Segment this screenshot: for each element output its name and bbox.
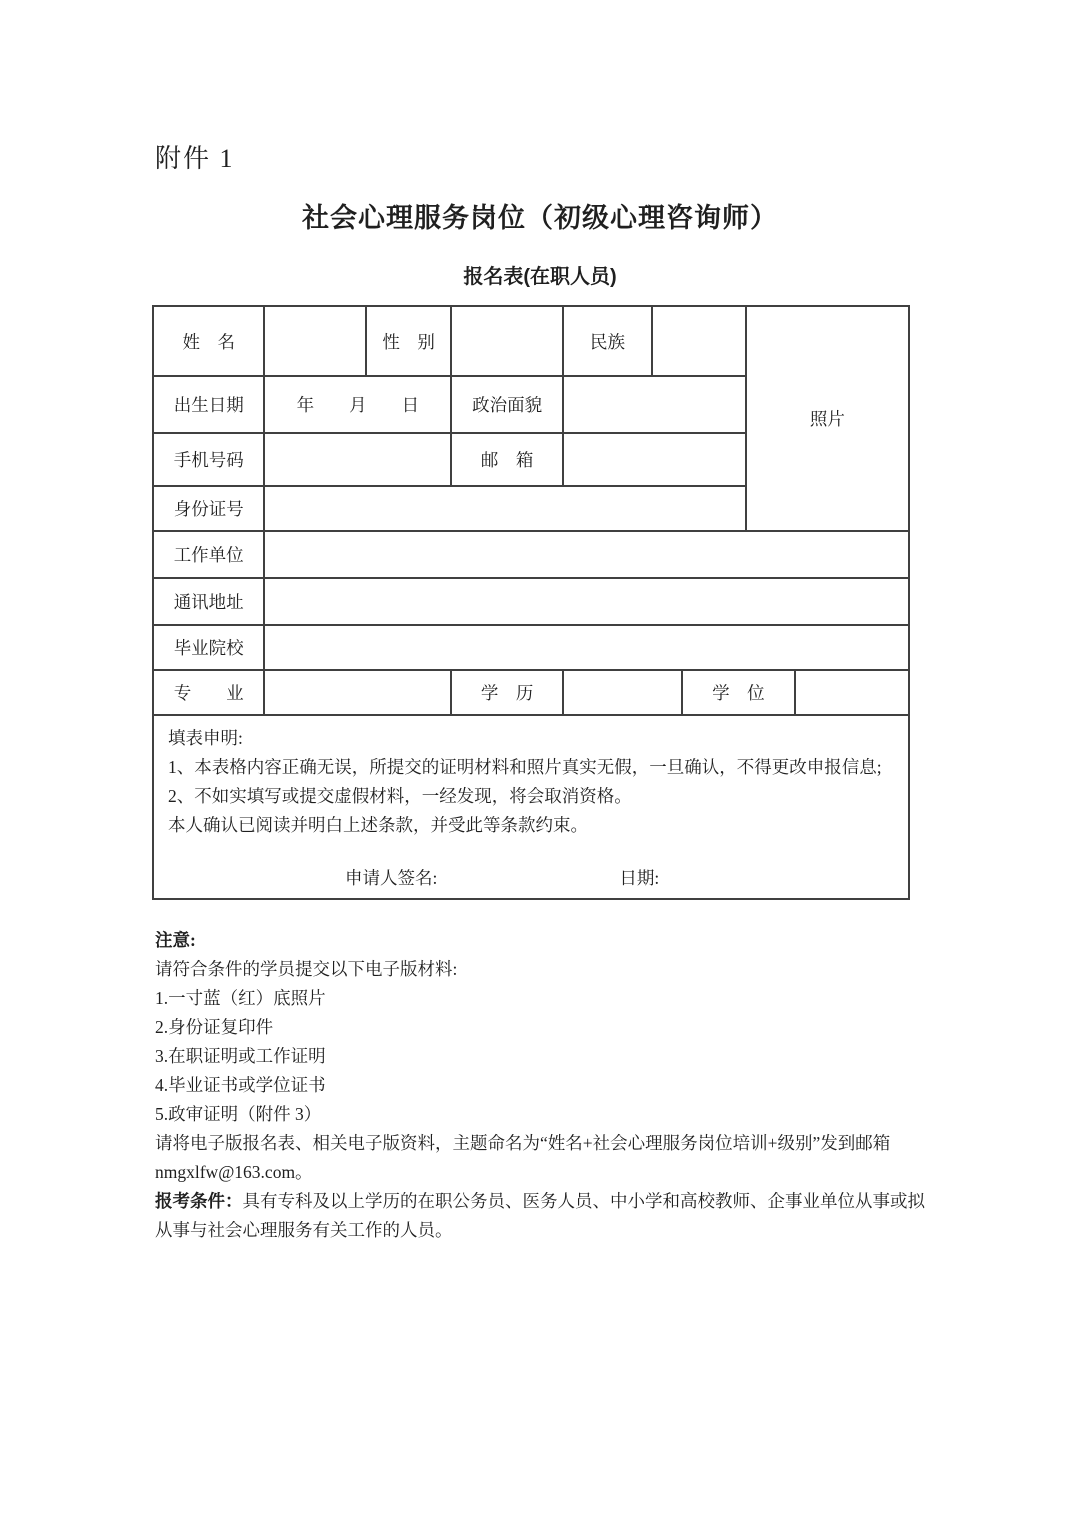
row-birth <box>154 375 745 432</box>
declaration-heading: 填表申明: <box>168 728 243 748</box>
row-school <box>154 624 908 669</box>
row-name <box>154 307 745 375</box>
notes-item-2: 2.身份证复印件 <box>155 1017 274 1037</box>
notes-item-3: 3.在职证明或工作证明 <box>155 1046 326 1066</box>
notes-heading: 注意: <box>155 930 196 950</box>
notes-item-1: 1.一寸蓝（红）底照片 <box>155 988 326 1008</box>
declaration-cell <box>154 714 908 898</box>
row-major <box>154 669 908 714</box>
gender-value-cell <box>450 307 561 375</box>
date-label: 日期: <box>619 868 660 888</box>
application-form-table <box>152 305 910 900</box>
degree-label: 学 位 <box>681 671 793 714</box>
requirement-text: 具有专科及以上学历的在职公务员、医务人员、中小学和高校教师、企事业单位从事或拟从事与社会心理服务有关工作的人员。 <box>155 1191 925 1240</box>
political-status-label: 政治面貌 <box>450 377 561 432</box>
notes-email-instruction: 请将电子版报名表、相关电子版资料，主题命名为“姓名+社会心理服务岗位培训+级别”发到邮箱 nmgxlfw@163.com。 <box>155 1133 891 1182</box>
email-value-cell <box>562 434 745 485</box>
photo-cell <box>745 307 908 530</box>
declaration-item-1: 1、本表格内容正确无误，所提交的证明材料和照片真实无假，一旦确认，不得更改申报信息; <box>168 757 882 777</box>
notes-item-4: 4.毕业证书或学位证书 <box>155 1075 326 1095</box>
birth-value-cell: 年 月 日 <box>263 377 450 432</box>
notes-intro: 请符合条件的学员提交以下电子版材料: <box>155 959 458 979</box>
gender-label: 性 别 <box>365 307 451 375</box>
notes-requirement <box>155 1187 933 1245</box>
ethnicity-label: 民族 <box>562 307 651 375</box>
education-value-cell <box>562 671 681 714</box>
row-employer <box>154 530 908 577</box>
applicant-signature-label: 申请人签名: <box>345 868 438 888</box>
school-label: 毕业院校 <box>173 638 244 658</box>
school-value-cell <box>263 626 908 669</box>
notes-item-5: 5.政审证明（附件 3） <box>155 1104 322 1124</box>
name-label: 姓 名 <box>182 331 235 352</box>
phone-label: 手机号码 <box>173 450 244 470</box>
major-label: 专 业 <box>173 683 244 703</box>
email-label: 邮 箱 <box>450 434 561 485</box>
address-value-cell <box>263 579 908 624</box>
address-label: 通讯地址 <box>173 592 244 612</box>
signature-row <box>168 864 894 893</box>
degree-value-cell <box>794 671 908 714</box>
id-number-label: 身份证号 <box>173 499 244 519</box>
declaration-confirm: 本人确认已阅读并明白上述条款，并受此等条款约束。 <box>168 815 588 835</box>
requirement-label: 报考条件： <box>155 1191 243 1211</box>
ethnicity-value-cell <box>651 307 744 375</box>
employer-label: 工作单位 <box>173 545 244 565</box>
phone-value-cell <box>263 434 450 485</box>
employer-value-cell <box>263 532 908 577</box>
political-status-value-cell <box>562 377 745 432</box>
name-value-cell <box>263 307 364 375</box>
form-upper-block <box>154 307 908 530</box>
page-title: 社会心理服务岗位（初级心理咨询师） <box>302 203 778 233</box>
attachment-label: 附件 1 <box>155 144 235 173</box>
photo-label: 照片 <box>809 409 845 429</box>
major-value-cell <box>263 671 450 714</box>
birth-label: 出生日期 <box>173 395 244 415</box>
page-subtitle: 报名表(在职人员) <box>463 266 617 288</box>
row-id-number <box>154 485 745 530</box>
row-address <box>154 577 908 624</box>
notes-section <box>155 926 933 1245</box>
education-label: 学 历 <box>450 671 561 714</box>
id-number-value-cell <box>263 487 744 530</box>
declaration-item-2: 2、不如实填写或提交虚假材料，一经发现，将会取消资格。 <box>168 786 632 806</box>
row-phone <box>154 432 745 485</box>
